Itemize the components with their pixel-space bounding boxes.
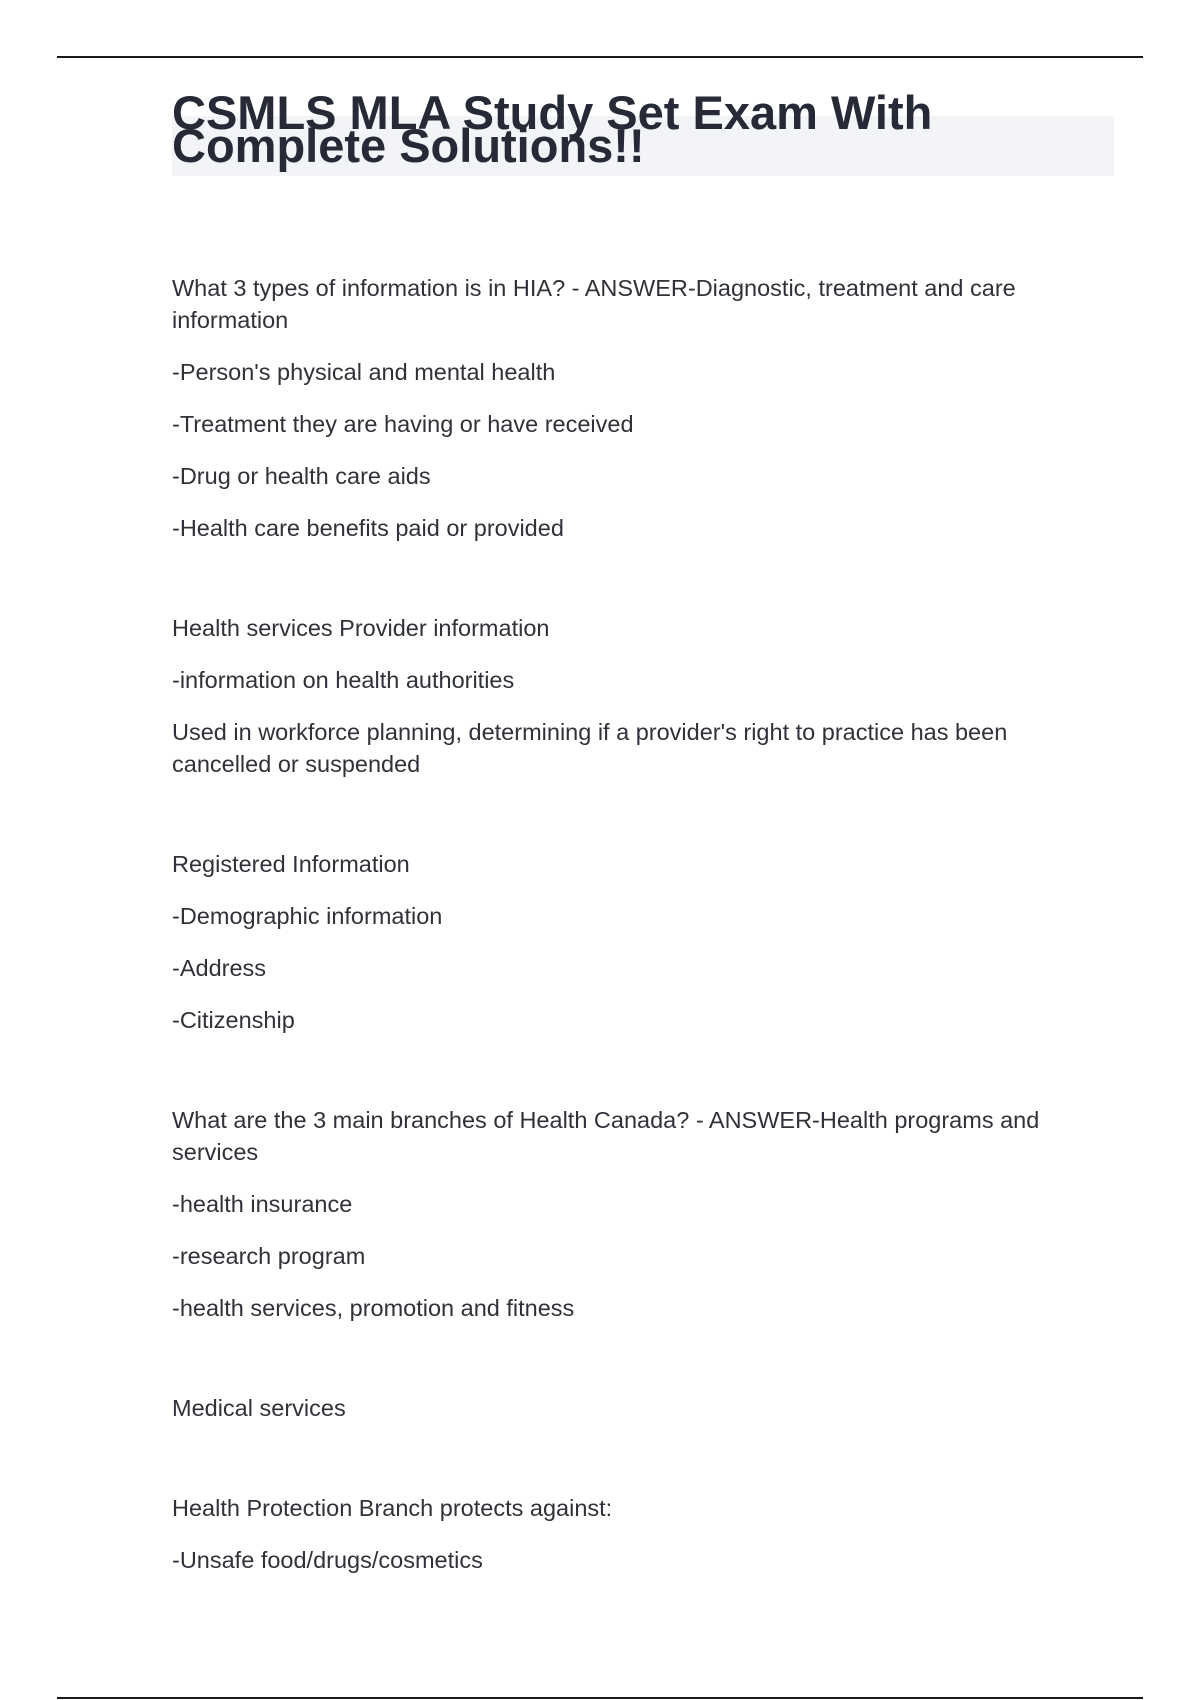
section-heading: Medical services <box>172 1395 346 1421</box>
section-medical-services <box>172 1392 1092 1424</box>
list-item: -Health care benefits paid or provided <box>172 515 564 541</box>
section-heading: Health Protection Branch protects against: <box>172 1495 613 1521</box>
list-item: -health services, promotion and fitness <box>172 1295 575 1321</box>
list-item: -Demographic information <box>172 903 443 929</box>
document-body <box>172 272 1092 1576</box>
paragraph: Used in workforce planning, determining if a provider's right to practice has been cancelled or suspended <box>172 719 1008 777</box>
list-item: -Address <box>172 955 267 981</box>
section-heading: Health services Provider information <box>172 615 550 641</box>
list-item: -Drug or health care aids <box>172 463 431 489</box>
section-health-canada <box>172 1104 1092 1324</box>
section-heading: Registered Information <box>172 851 410 877</box>
bottom-divider <box>57 1697 1143 1699</box>
list-item: -information on health authorities <box>172 667 515 693</box>
list-item: -research program <box>172 1243 366 1269</box>
list-item: -Citizenship <box>172 1007 295 1033</box>
section-health-protection <box>172 1492 1092 1576</box>
list-item: -health insurance <box>172 1191 353 1217</box>
section-hia <box>172 272 1092 544</box>
section-registered-info <box>172 848 1092 1036</box>
question-paragraph: What 3 types of information is in HIA? - ANSWER-Diagnostic, treatment and care information <box>172 275 1016 333</box>
top-divider <box>57 56 1143 58</box>
list-item: -Treatment they are having or have received <box>172 411 634 437</box>
document-title: CSMLS MLA Study Set Exam With Complete Solutions!! <box>172 86 933 172</box>
section-provider-info <box>172 612 1092 780</box>
list-item: -Person's physical and mental health <box>172 359 556 385</box>
list-item: -Unsafe food/drugs/cosmetics <box>172 1547 483 1573</box>
question-paragraph: What are the 3 main branches of Health Canada? - ANSWER-Health programs and services <box>172 1107 1040 1165</box>
